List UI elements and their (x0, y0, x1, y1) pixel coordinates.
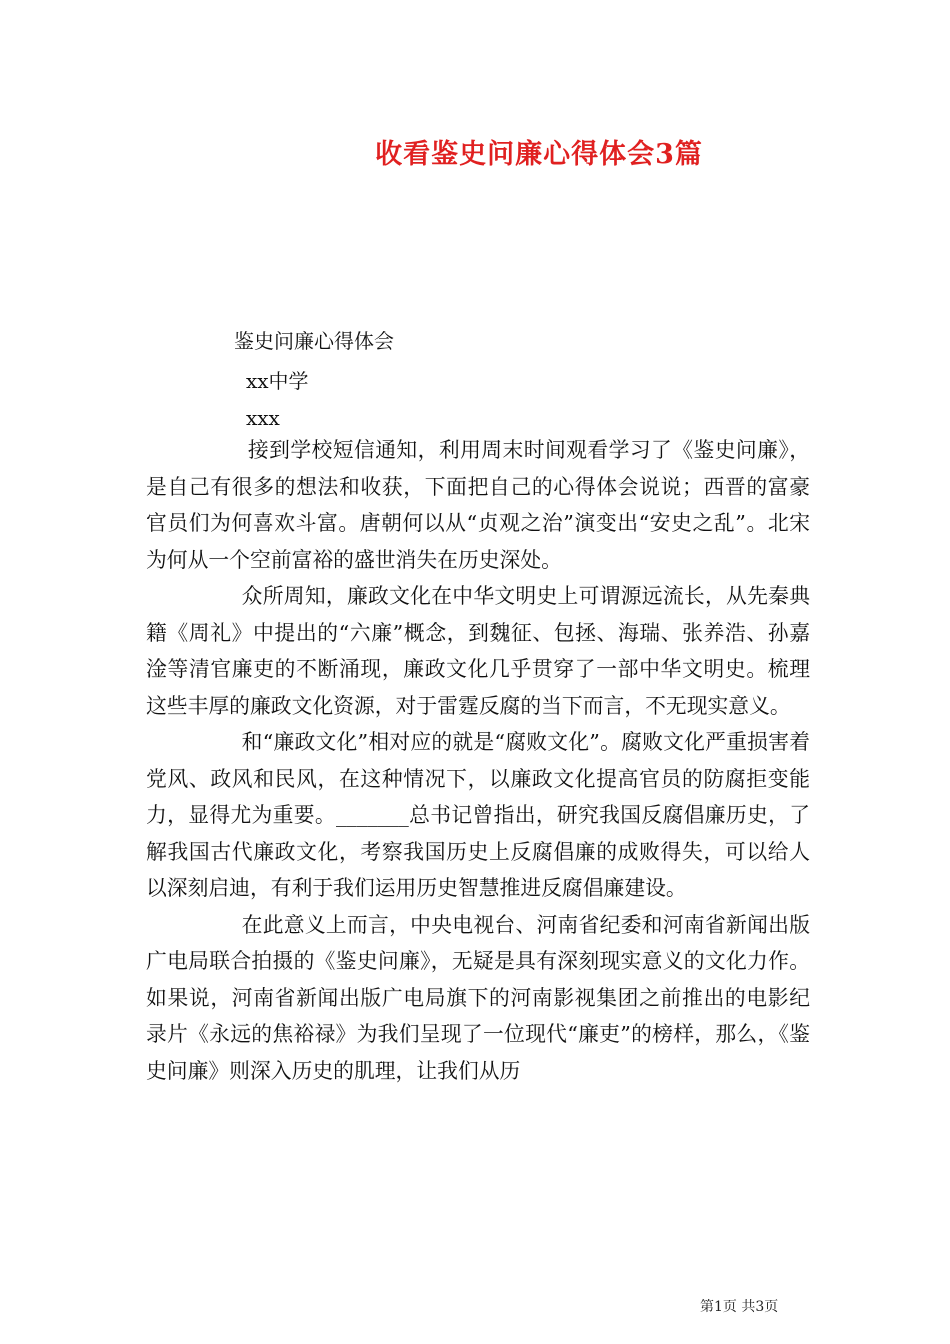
paragraph: 接到学校短信通知，利用周末时间观看学习了《鉴史问廉》，是自己有很多的想法和收获，下面把自己的心得体会说说；西晋的富豪官员们为何喜欢斗富。唐朝何以从“贞观之治”演变出“安史之乱”。北宋为何从一个空前富裕的盛世消失在历史深处。 (146, 438, 810, 572)
paragraph: 和“廉政文化”相对应的就是“腐败文化”。腐败文化严重损害着党风、政风和民风，在这种情况下，以廉政文化提高官员的防腐拒变能力，显得尤为重要。_______总书记曾指出，研究我国反腐倡廉历史，了解我国古代廉政文化，考察我国历史上反腐倡廉的成败得失，可以给人以深刻启迪，有利于我们运用历史智慧推进反腐倡廉建设。 (146, 730, 810, 900)
document-subtitle: 鉴史问廉心得体会 (234, 329, 394, 353)
paragraph: 众所周知，廉政文化在中华文明史上可谓源远流长，从先秦典籍《周礼》中提出的“六廉”概念，到魏征、包拯、海瑞、张养浩、孙嘉淦等清官廉吏的不断涌现，廉政文化几乎贯穿了一部中华文明史。梳理这些丰厚的廉政文化资源，对于雷霆反腐的当下而言，不无现实意义。 (146, 584, 810, 718)
school-name: xx中学 (246, 369, 309, 393)
page-title: 收看鉴史问廉心得体会3篇 (375, 139, 703, 170)
body-text (146, 432, 810, 1089)
page-number: 第1页 共3页 (700, 1299, 779, 1315)
author-name: xxx (246, 406, 280, 430)
paragraph: 在此意义上而言，中央电视台、河南省纪委和河南省新闻出版广电局联合拍摄的《鉴史问廉》，无疑是具有深刻现实意义的文化力作。如果说，河南省新闻出版广电局旗下的河南影视集团之前推出的电影纪录片《永远的焦裕禄》为我们呈现了一位现代“廉吏”的榜样，那么，《鉴史问廉》则深入历史的肌理，让我们从历 (146, 912, 810, 1083)
